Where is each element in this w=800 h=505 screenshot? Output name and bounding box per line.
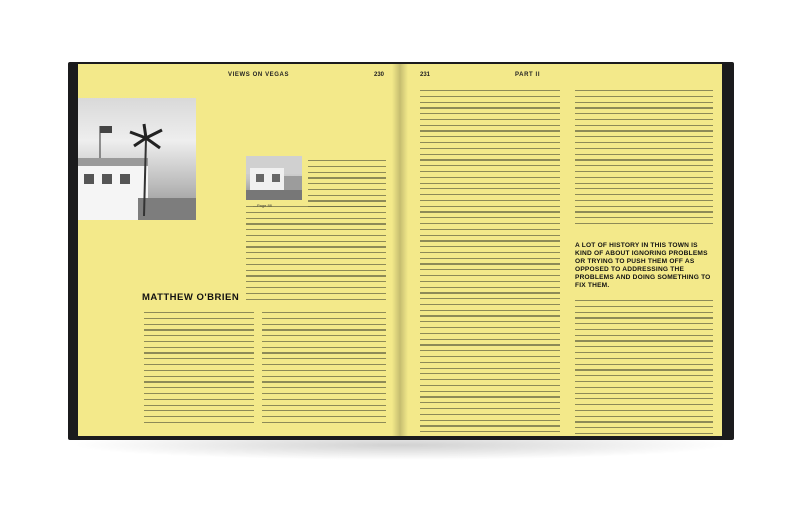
- photo-palm-trees: [78, 98, 196, 220]
- folio-right: 231: [420, 72, 431, 78]
- text-column-mid: [246, 206, 386, 304]
- photo-house-art: [246, 156, 302, 200]
- text-column-top-right: [308, 160, 386, 212]
- photo-house: [246, 156, 302, 200]
- folio-left: 230: [374, 72, 385, 78]
- author-name: MATTHEW O'BRIEN: [142, 292, 240, 303]
- text-column-right-bottom: [575, 300, 713, 436]
- book-gutter: [392, 64, 408, 436]
- running-head-right: PART II: [515, 72, 541, 78]
- running-head-left: VIEWS ON VEGAS: [228, 72, 290, 78]
- right-page: [400, 64, 722, 436]
- text-column-right-top: [575, 90, 713, 229]
- text-column-bottom-left: [144, 312, 254, 428]
- pull-quote: A LOT OF HISTORY IN THIS TOWN IS KIND OF ABOUT IGNORING PROBLEMS OR TRYING TO PUSH THEM OFF AS OPPOSED TO ADDRESSING THE PROBLEMS AND DOING SOMETHING TO FIX THEM.: [575, 242, 711, 289]
- text-column-left: [420, 90, 560, 436]
- photo-palm-trees-art: [78, 98, 196, 220]
- text-column-bottom-right: [262, 312, 386, 428]
- left-page: [78, 64, 400, 436]
